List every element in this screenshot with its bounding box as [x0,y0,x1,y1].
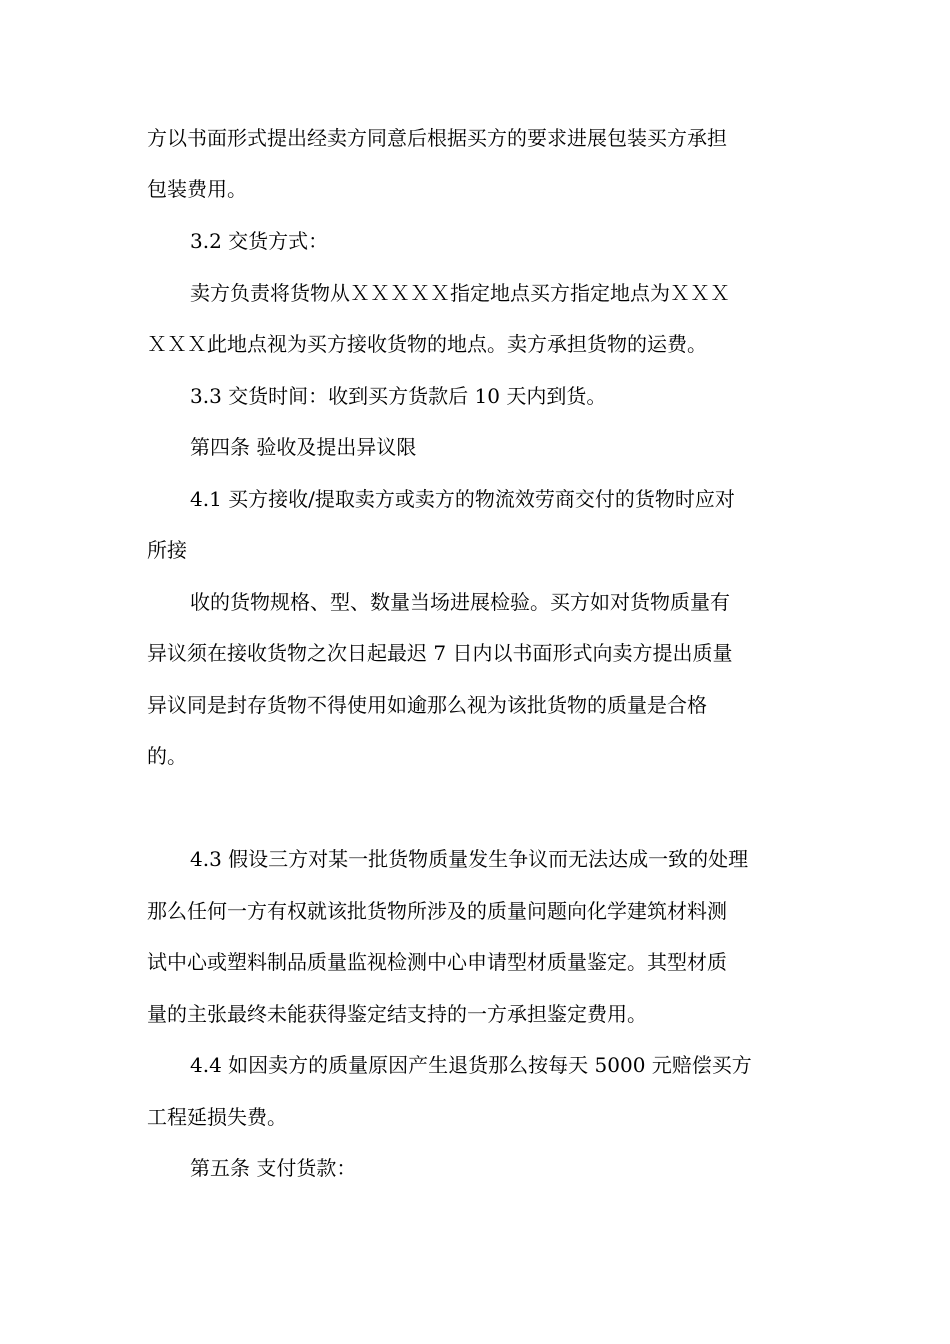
paragraph-line: 方以书面形式提出经卖方同意后根据买方的要求进展包装买方承担 [147,126,727,150]
paragraph-line: 异议须在接收货物之次日起最迟 7 日内以书面形式向卖方提出质量 [147,641,733,665]
paragraph-line: 那么任何一方有权就该批货物所涉及的质量问题向化学建筑材料测 [147,899,727,923]
paragraph-line: 4.4 如因卖方的质量原因产生退货那么按每天 5000 元赔偿买方 [190,1053,752,1077]
paragraph-line: 异议同是封存货物不得使用如逾那么视为该批货物的质量是合格 [147,693,707,717]
article-heading: 第四条 验收及提出异议限 [190,435,417,459]
paragraph-line: 试中心或塑料制品质量监视检测中心申请型材质量鉴定。其型材质 [147,950,727,974]
paragraph-line: ＸＸＸ此地点视为买方接收货物的地点。卖方承担货物的运费。 [147,332,707,356]
article-heading: 第五条 支付货款： [190,1156,357,1180]
paragraph-line: 包装费用。 [147,177,247,201]
paragraph-line: 4.1 买方接收/提取卖方或卖方的物流效劳商交付的货物时应对 [190,487,735,511]
paragraph-line: 收的货物规格、型、数量当场进展检验。买方如对货物质量有 [190,590,730,614]
paragraph-line: 所接 [147,538,187,562]
paragraph-line: 4.3 假设三方对某一批货物质量发生争议而无法达成一致的处理 [190,847,749,871]
paragraph-line: 的。 [147,744,187,768]
paragraph-line: 工程延损失费。 [147,1105,287,1129]
section-heading: 3.2 交货方式： [190,229,329,253]
paragraph-line: 量的主张最终未能获得鉴定结支持的一方承担鉴定费用。 [147,1002,647,1026]
paragraph-line: 3.3 交货时间：收到买方货款后 10 天内到货。 [190,384,607,408]
paragraph-line: 卖方负责将货物从ＸＸＸＸＸ指定地点买方指定地点为ＸＸＸ [190,281,730,305]
